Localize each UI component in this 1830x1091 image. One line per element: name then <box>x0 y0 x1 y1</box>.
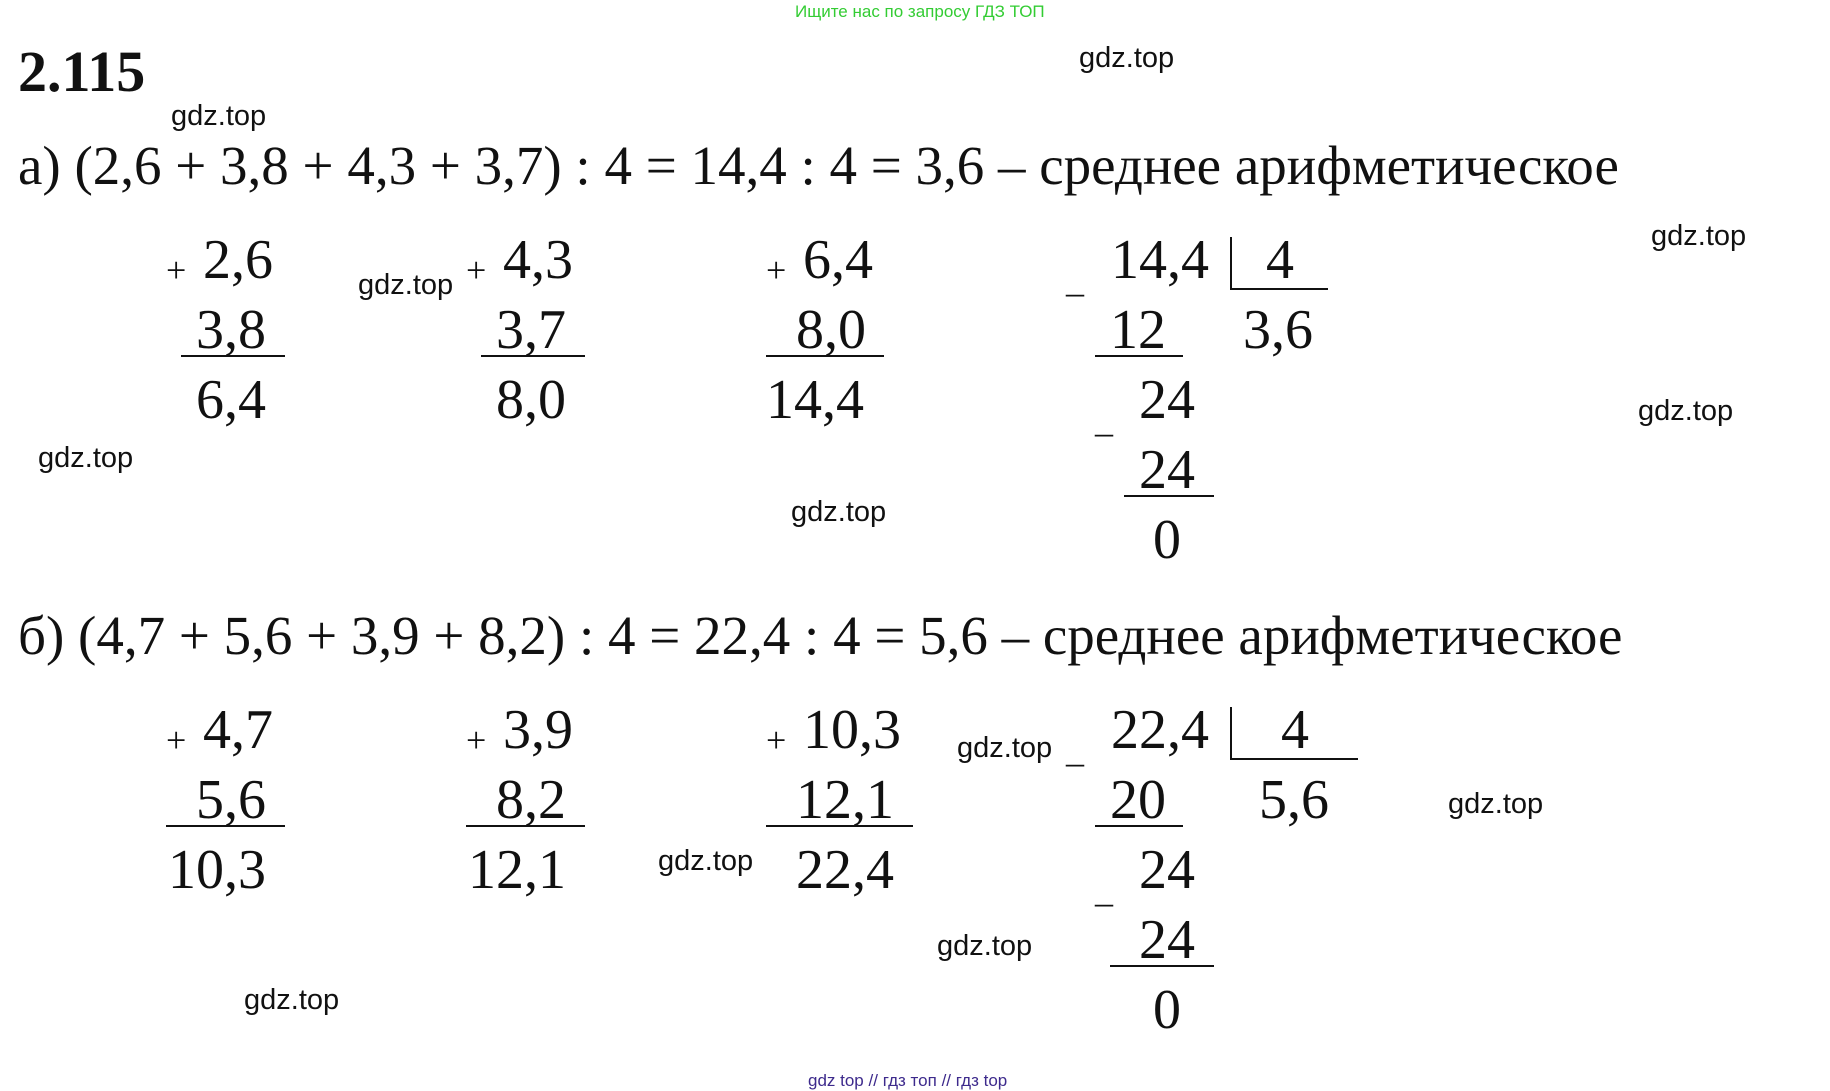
sum-line <box>466 825 585 827</box>
subtract-line <box>1095 825 1183 827</box>
equation-b: б) (4,7 + 5,6 + 3,9 + 8,2) : 4 = 22,4 : 4 = 5,6 – среднее арифметическое <box>18 605 1623 666</box>
sum-line <box>166 825 285 827</box>
sum-result: 12,1 <box>468 839 566 901</box>
remainder: 0 <box>1153 509 1181 571</box>
footer-link-mid[interactable]: гдз топ <box>882 1071 937 1090</box>
addend: 4,3 <box>503 229 573 291</box>
sum-result: 22,4 <box>796 839 894 901</box>
divisor-line <box>1230 288 1328 290</box>
sum-result: 6,4 <box>196 369 266 431</box>
plus-sign: + <box>166 720 187 760</box>
addend: 5,6 <box>196 769 266 831</box>
addend: 12,1 <box>796 769 894 831</box>
watermark: gdz.top <box>658 845 754 877</box>
quotient: 5,6 <box>1259 769 1329 831</box>
subtract-line <box>1110 965 1214 967</box>
addend: 4,7 <box>203 699 273 761</box>
watermark: gdz.top <box>244 984 340 1016</box>
subtract-line <box>1095 355 1183 357</box>
addend: 3,8 <box>196 299 266 361</box>
minus-sign: _ <box>1066 260 1084 300</box>
watermark: gdz.top <box>957 732 1053 764</box>
sum-line <box>766 825 913 827</box>
sum-line <box>181 355 285 357</box>
sum-line <box>766 355 884 357</box>
problem-number: 2.115 <box>18 39 146 104</box>
watermark: gdz.top <box>1638 395 1734 427</box>
plus-sign: + <box>766 720 787 760</box>
subtrahend: 24 <box>1139 439 1195 501</box>
footer-separator: // <box>941 1071 952 1090</box>
sum-line <box>481 355 585 357</box>
sum-result: 8,0 <box>496 369 566 431</box>
watermark: gdz.top <box>791 496 887 528</box>
addend: 8,2 <box>496 769 566 831</box>
watermark: gdz.top <box>1079 42 1175 74</box>
header-note: Ищите нас по запросу ГДЗ ТОП <box>795 2 1045 21</box>
addend: 3,9 <box>503 699 573 761</box>
addend: 6,4 <box>803 229 873 291</box>
divisor: 4 <box>1281 699 1309 761</box>
plus-sign: + <box>766 250 787 290</box>
watermark: gdz.top <box>358 269 454 301</box>
remainder: 24 <box>1139 369 1195 431</box>
minus-sign: _ <box>1095 400 1113 440</box>
division-bracket <box>1230 237 1232 289</box>
watermark: gdz.top <box>1448 788 1544 820</box>
addend: 2,6 <box>203 229 273 291</box>
footer-link-left[interactable]: gdz top <box>808 1071 864 1090</box>
dividend: 22,4 <box>1111 699 1209 761</box>
plus-sign: + <box>466 720 487 760</box>
footer <box>808 1071 1007 1091</box>
subtract-line <box>1124 495 1214 497</box>
addend: 10,3 <box>803 699 901 761</box>
sum-result: 10,3 <box>168 839 266 901</box>
addend: 8,0 <box>796 299 866 361</box>
subtrahend: 24 <box>1139 909 1195 971</box>
dividend: 14,4 <box>1111 229 1209 291</box>
watermark: gdz.top <box>1651 220 1747 252</box>
divisor: 4 <box>1266 229 1294 291</box>
sum-result: 14,4 <box>766 369 864 431</box>
footer-separator: // <box>868 1071 878 1090</box>
minus-sign: _ <box>1095 870 1113 910</box>
divisor-line <box>1230 758 1358 760</box>
watermark: gdz.top <box>38 442 134 474</box>
plus-sign: + <box>166 250 187 290</box>
watermark: gdz.top <box>171 100 267 132</box>
subtrahend: 20 <box>1110 769 1166 831</box>
subtrahend: 12 <box>1110 299 1166 361</box>
remainder: 24 <box>1139 839 1195 901</box>
quotient: 3,6 <box>1243 299 1313 361</box>
addend: 3,7 <box>496 299 566 361</box>
watermark: gdz.top <box>937 930 1033 962</box>
minus-sign: _ <box>1066 730 1084 770</box>
equation-a: а) (2,6 + 3,8 + 4,3 + 3,7) : 4 = 14,4 : 4 = 3,6 – среднее арифметическое <box>18 135 1619 196</box>
division-bracket <box>1230 707 1232 759</box>
footer-link-right[interactable]: гдз top <box>955 1071 1008 1090</box>
remainder: 0 <box>1153 979 1181 1041</box>
plus-sign: + <box>466 250 487 290</box>
